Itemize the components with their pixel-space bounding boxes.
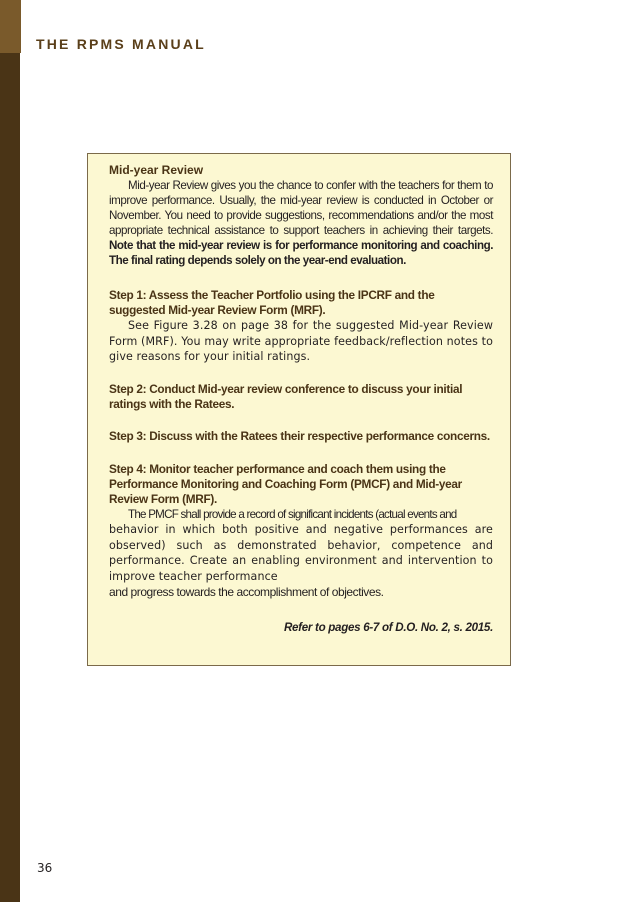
- step4-body: behavior in which both positive and negative performances are observed) such as demonstrated behavior, competence and performance. Create an enabling environment and intervention to improve teacher performance: [109, 523, 493, 583]
- corner-accent-box: [0, 0, 21, 53]
- step3-heading: Step 3: Discuss with the Ratees their respective performance concerns.: [109, 429, 490, 444]
- side-color-bar: [0, 0, 20, 902]
- step2-heading: Step 2: Conduct Mid-year review conference to discuss your initial ratings with the Ratees.: [109, 381, 463, 412]
- step4-body-line1: The PMCF shall provide a record of significant incidents (actual events and: [128, 508, 457, 522]
- panel-title: Mid-year Review: [109, 163, 204, 177]
- reference-note: Refer to pages 6-7 of D.O. No. 2, s. 2015.: [283, 621, 493, 635]
- intro-paragraph: [109, 178, 493, 268]
- intro-bold-note: Note that the mid-year review is for performance monitoring and coaching. The final rating depends solely on the year-end evaluation.: [109, 239, 493, 267]
- running-header: THE RPMS MANUAL: [36, 36, 206, 52]
- step1-heading: Step 1: Assess the Teacher Portfolio using the IPCRF and the suggested Mid-year Review Form (MRF).: [109, 288, 435, 318]
- step4-body-end: and progress towards the accomplishment of objectives.: [109, 585, 384, 600]
- mid-year-review-panel: [87, 153, 511, 666]
- step4-heading: Step 4: Monitor teacher performance and coach them using the Performance Monitoring and Coaching Form (PMCF) and Mid-year Review Form (MRF).: [109, 461, 462, 506]
- page-number: 36: [37, 861, 53, 875]
- intro-text: Mid-year Review gives you the chance to confer with the teachers for them to improve performance. Usually, the mid-year review is conducted in October or November. You need to provide suggestions, recommendations and/or the most appropriate technical assistance to support teachers in achieving their targets.: [109, 179, 493, 237]
- step1-body: See Figure 3.28 on page 38 for the suggested Mid-year Review Form (MRF). You may write appropriate feedback/reflection notes to give reasons for your initial ratings.: [109, 319, 493, 364]
